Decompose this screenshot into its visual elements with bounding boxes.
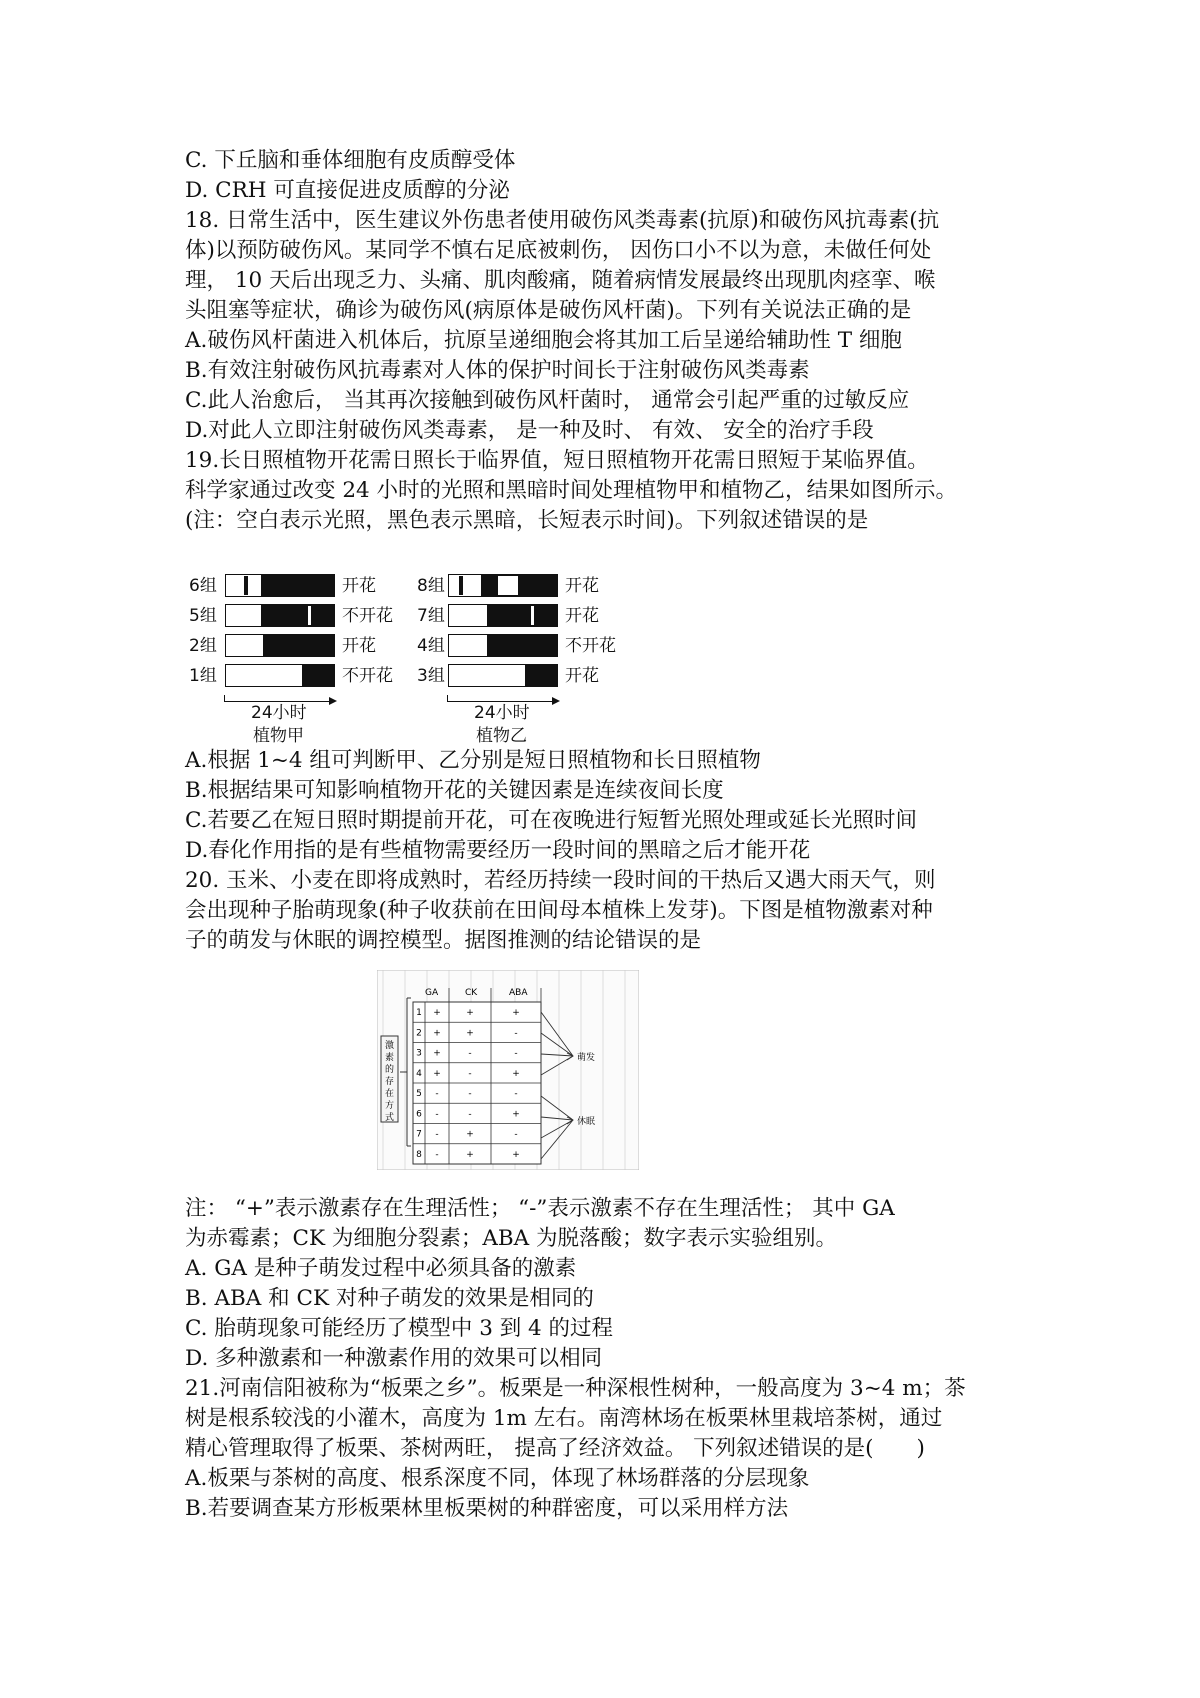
dark-segment — [481, 575, 557, 596]
option-b: B.有效注射破伤风抗毒素对人体的保护时间长于注射破伤风类毒素 — [185, 358, 810, 383]
dark-segment — [302, 665, 334, 686]
row-number: 2 — [416, 1028, 422, 1039]
dark-segment — [487, 635, 557, 656]
question-20-stem: 20. 玉米、小麦在即将成熟时，若经历持续一段时间的干热后又遇大雨天气，则 — [185, 868, 936, 893]
option-a: A.根据 1~4 组可判断甲、乙分别是短日照植物和长日照植物 — [185, 748, 761, 773]
question-18-stem: 18. 日常生活中，医生建议外伤患者使用破伤风类毒素(抗原)和破伤风抗毒素(抗 — [185, 208, 940, 233]
photoperiod-bar — [225, 634, 335, 657]
text-line: 体)以预防破伤风。某同学不慎右足底被刺伤， 因伤口小不以为意，未做任何处 — [185, 238, 932, 263]
group-label: 2组 — [189, 636, 217, 656]
group-label: 7组 — [417, 606, 445, 626]
row-number: 4 — [416, 1068, 422, 1079]
hormone-model-svg — [377, 970, 639, 1170]
text-line: 理， 10 天后出现乏力、头痛、肌肉酸痛，随着病情发展最终出现肌肉痉挛、喉 — [185, 268, 936, 293]
group-label: 1组 — [189, 666, 217, 686]
dark-segment — [261, 605, 334, 626]
cell-ga: + — [433, 1028, 441, 1039]
outcome-dormant: 休眠 — [577, 1117, 596, 1127]
dark-segment — [487, 605, 557, 626]
group-label: 6组 — [189, 576, 217, 596]
flowering-result: 开花 — [565, 606, 599, 626]
dark-segment — [263, 635, 334, 656]
row-number: 5 — [416, 1089, 422, 1100]
cell-ck: - — [468, 1048, 472, 1059]
light-interruption — [308, 606, 311, 625]
cell-ga: - — [435, 1089, 439, 1100]
row-number: 8 — [416, 1149, 422, 1160]
dark-interruption — [244, 576, 248, 595]
cell-aba: + — [512, 1068, 520, 1079]
option-a: A.破伤风杆菌进入机体后，抗原呈递细胞会将其加工后呈递给辅助性 T 细胞 — [185, 328, 902, 353]
light-interruption — [531, 606, 534, 625]
side-label-char: 素 — [384, 1053, 395, 1063]
group-label: 5组 — [189, 606, 217, 626]
text-line: 精心管理取得了板栗、茶树两旺， 提高了经济效益。 下列叙述错误的是( ) — [185, 1436, 925, 1461]
group-label: 4组 — [417, 636, 445, 656]
row-number: 6 — [416, 1109, 422, 1120]
flowering-result: 开花 — [565, 666, 599, 686]
text-line: 会出现种子胎萌现象(种子收获前在田间母本植株上发芽)。下图是植物激素对种 — [185, 898, 933, 923]
column-header-ga: GA — [425, 988, 439, 998]
time-axis-arrow — [448, 701, 558, 702]
cell-ck: + — [466, 1149, 474, 1160]
option-a: A. GA 是种子萌发过程中必须具备的激素 — [185, 1256, 577, 1281]
light-gap — [498, 576, 518, 595]
side-label-char: 存 — [384, 1077, 395, 1087]
cell-ga: - — [435, 1149, 439, 1160]
cell-ck: + — [466, 1129, 474, 1140]
cell-aba: - — [514, 1129, 518, 1140]
row-number: 7 — [416, 1129, 422, 1140]
flowering-result: 开花 — [342, 636, 376, 656]
question-21-stem: 21.河南信阳被称为“板栗之乡”。板栗是一种深根性树种，一般高度为 3~4 m；茶 — [185, 1376, 966, 1401]
photoperiod-bar — [225, 604, 335, 627]
row-number: 3 — [416, 1048, 422, 1059]
dark-interruption — [459, 576, 463, 595]
cell-ga: - — [435, 1129, 439, 1140]
outcome-germinate: 萌发 — [577, 1053, 596, 1063]
text-line: 子的萌发与休眠的调控模型。据图推测的结论错误的是 — [185, 928, 702, 953]
text-line: 头阻塞等症状，确诊为破伤风(病原体是破伤风杆菌)。下列有关说法正确的是 — [185, 298, 912, 323]
hormone-model-figure — [377, 970, 639, 1170]
column-header-ck: CK — [465, 988, 478, 998]
time-axis-arrow — [225, 701, 335, 702]
flowering-result: 不开花 — [342, 666, 393, 686]
plant-label: 植物乙 — [476, 726, 527, 746]
flowering-result: 不开花 — [565, 636, 616, 656]
text-line: 树是根系较浅的小灌木，高度为 1m 左右。南湾林场在板栗林里栽培茶树，通过 — [185, 1406, 943, 1431]
cell-aba: - — [514, 1028, 518, 1039]
row-number: 1 — [416, 1008, 422, 1019]
flowering-result: 开花 — [342, 576, 376, 596]
photoperiod-bar — [448, 634, 558, 657]
option-d: D.对此人立即注射破伤风类毒素， 是一种及时、 有效、 安全的治疗手段 — [185, 418, 874, 443]
flowering-result: 开花 — [565, 576, 599, 596]
text-line: C. 下丘脑和垂体细胞有皮质醇受体 — [185, 148, 516, 173]
side-label-char: 方 — [384, 1101, 395, 1111]
option-d: D.春化作用指的是有些植物需要经历一段时间的黑暗之后才能开花 — [185, 838, 811, 863]
photoperiod-bar — [448, 604, 558, 627]
side-label-char: 的 — [384, 1065, 395, 1075]
cell-ga: + — [433, 1048, 441, 1059]
cell-ck: + — [466, 1008, 474, 1019]
photoperiod-figure — [185, 562, 665, 744]
option-b: B. ABA 和 CK 对种子萌发的效果是相同的 — [185, 1286, 594, 1311]
photoperiod-bar — [448, 664, 558, 687]
cell-ck: - — [468, 1068, 472, 1079]
cell-aba: - — [514, 1048, 518, 1059]
group-label: 8组 — [417, 576, 445, 596]
cell-ga: - — [435, 1109, 439, 1120]
cell-ga: + — [433, 1068, 441, 1079]
flowering-result: 不开花 — [342, 606, 393, 626]
cell-ck: - — [468, 1089, 472, 1100]
cell-aba: + — [512, 1109, 520, 1120]
photoperiod-bar — [448, 574, 558, 597]
text-line: D. CRH 可直接促进皮质醇的分泌 — [185, 178, 510, 203]
option-b: B.若要调查某方形板栗林里板栗树的种群密度，可以采用样方法 — [185, 1496, 789, 1521]
text-line: 科学家通过改变 24 小时的光照和黑暗时间处理植物甲和植物乙，结果如图所示。 — [185, 478, 958, 503]
text-line: (注：空白表示光照，黑色表示黑暗，长短表示时间)。下列叙述错误的是 — [185, 508, 869, 533]
option-c: C. 胎萌现象可能经历了模型中 3 到 4 的过程 — [185, 1316, 614, 1341]
dark-segment — [525, 665, 557, 686]
axis-label: 24小时 — [251, 703, 307, 723]
dark-segment — [261, 575, 334, 596]
option-c: C.若要乙在短日照时期提前开花，可在夜晚进行短暂光照处理或延长光照时间 — [185, 808, 918, 833]
figure-note: 注： “+”表示激素存在生理活性； “-”表示激素不存在生理活性； 其中 GA — [185, 1196, 895, 1221]
cell-ck: + — [466, 1028, 474, 1039]
photoperiod-bar — [225, 574, 335, 597]
cell-aba: + — [512, 1149, 520, 1160]
option-c: C.此人治愈后， 当其再次接触到破伤风杆菌时， 通常会引起严重的过敏反应 — [185, 388, 910, 413]
option-a: A.板栗与茶树的高度、根系深度不同，体现了林场群落的分层现象 — [185, 1466, 810, 1491]
option-d: D. 多种激素和一种激素作用的效果可以相同 — [185, 1346, 603, 1371]
column-header-aba: ABA — [509, 988, 528, 998]
plant-label: 植物甲 — [253, 726, 304, 746]
question-19-stem: 19.长日照植物开花需日照长于临界值，短日照植物开花需日照短于某临界值。 — [185, 448, 929, 473]
cell-ga: + — [433, 1008, 441, 1019]
side-label-char: 激 — [384, 1041, 395, 1051]
side-label-char: 式 — [384, 1113, 395, 1123]
photoperiod-bar — [225, 664, 335, 687]
option-b: B.根据结果可知影响植物开花的关键因素是连续夜间长度 — [185, 778, 724, 803]
cell-ck: - — [468, 1109, 472, 1120]
group-label: 3组 — [417, 666, 445, 686]
figure-note: 为赤霉素；CK 为细胞分裂素；ABA 为脱落酸；数字表示实验组别。 — [185, 1226, 838, 1251]
cell-aba: - — [514, 1089, 518, 1100]
cell-aba: + — [512, 1008, 520, 1019]
axis-label: 24小时 — [474, 703, 530, 723]
side-label-char: 在 — [384, 1089, 395, 1099]
